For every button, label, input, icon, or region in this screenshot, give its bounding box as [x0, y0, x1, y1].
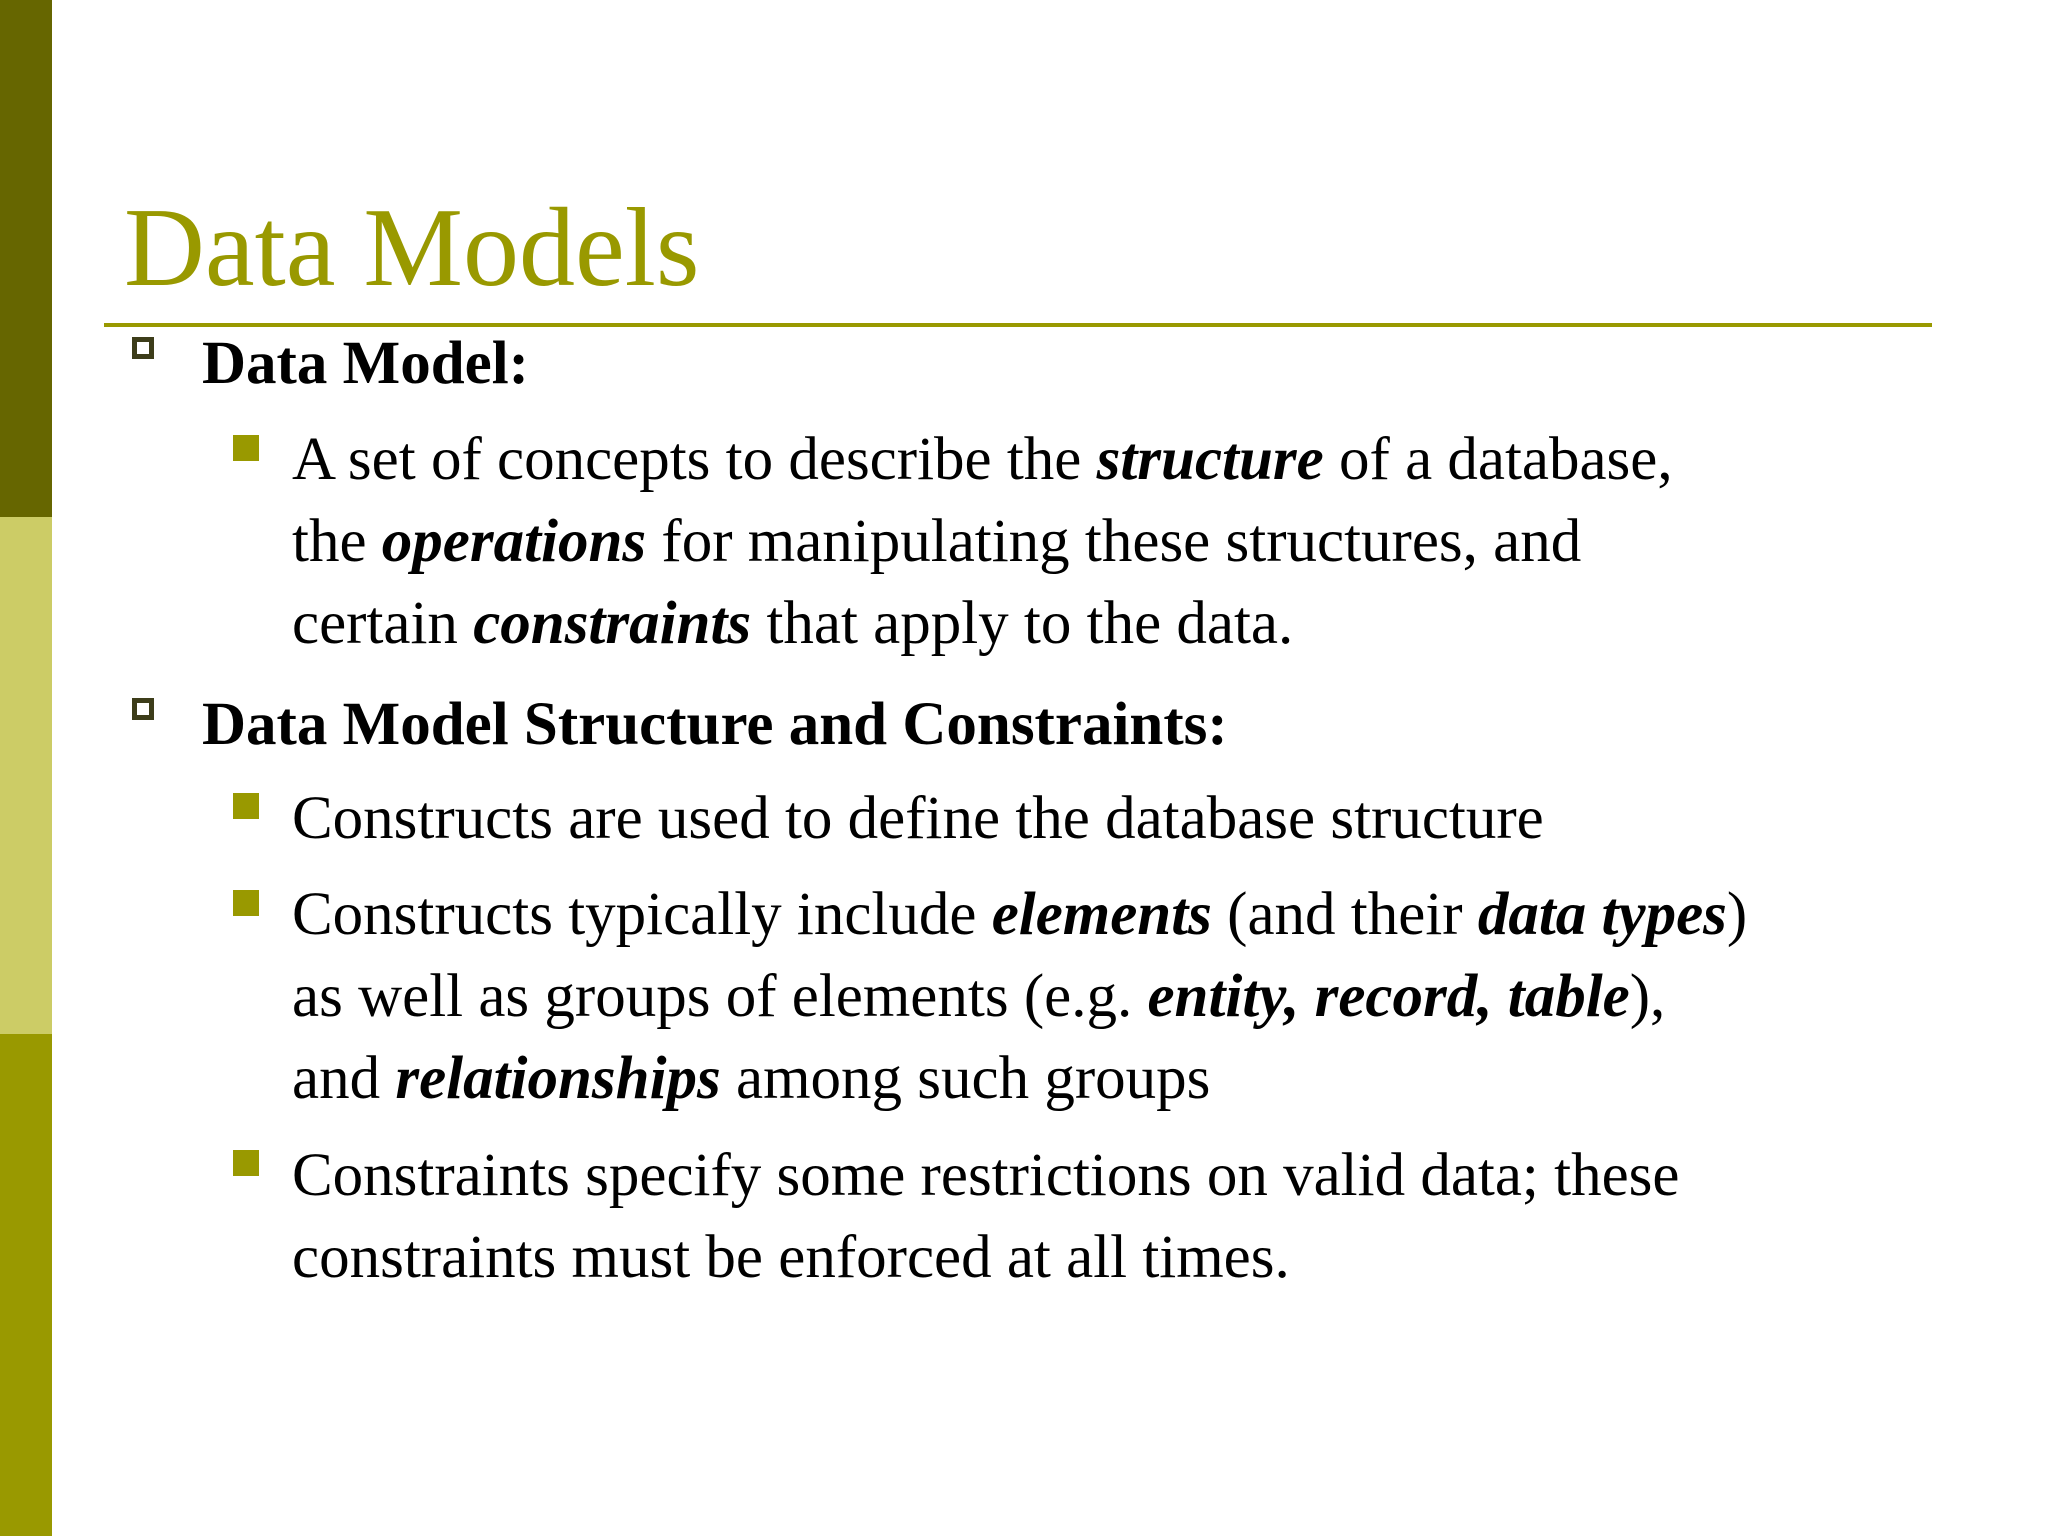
hollow-square-bullet-icon — [132, 698, 154, 720]
hollow-square-bullet-icon — [132, 337, 154, 359]
bullet-line: Constructs are used to define the database structure — [292, 785, 1544, 852]
bullet-line: constraints must be enforced at all times. — [292, 1224, 1290, 1291]
bullet-line: and relationships among such groups — [292, 1045, 1211, 1112]
bullet-line: the operations for manipulating these structures, and — [292, 508, 1582, 575]
bullet-line: certain constraints that apply to the data. — [292, 590, 1294, 657]
filled-square-bullet-icon — [233, 1150, 259, 1176]
slide-title: Data Models — [124, 186, 700, 310]
bullet-line: Constraints specify some restrictions on valid data; these — [292, 1142, 1680, 1209]
bullet-line: as well as groups of elements (e.g. entity, record, table), — [292, 963, 1666, 1030]
section-heading-structure-constraints: Data Model Structure and Constraints: — [202, 691, 1228, 758]
filled-square-bullet-icon — [233, 435, 259, 461]
sidebar-accent-top — [0, 0, 52, 517]
filled-square-bullet-icon — [233, 890, 259, 916]
sidebar-accent-bottom — [0, 1034, 52, 1536]
bullet-line: Constructs typically include elements (and their data types) — [292, 881, 1748, 948]
filled-square-bullet-icon — [233, 793, 259, 819]
bullet-line: A set of concepts to describe the structure of a database, — [292, 426, 1673, 493]
sidebar-accent-middle — [0, 517, 52, 1034]
section-heading-data-model: Data Model: — [202, 330, 529, 397]
